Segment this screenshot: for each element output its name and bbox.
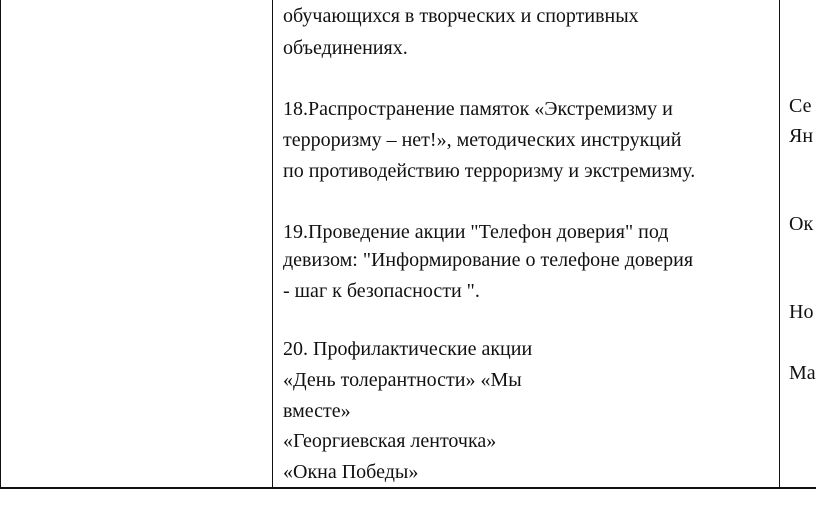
date-text: Ок [789,213,814,235]
item-20-line: «Окна Победы» [283,461,419,483]
item-20-line: 20. Профилактические акции [283,338,533,360]
item-19-line: - шаг к безопасности ". [283,280,480,302]
date-text: Но [789,301,814,323]
item-18-line: 18.Распространение памяток «Экстремизму и [283,98,673,120]
table-bottom-border [0,487,816,489]
item-20-line: «День толерантности» «Мы [283,369,522,391]
text-line: обучающихся в творческих и спортивных [283,5,639,27]
column-divider-2 [779,0,780,488]
text-line: объединениях. [283,37,408,59]
date-text: Ма [789,362,816,384]
item-18-line: терроризму – нет!», методических инструкций [283,129,682,151]
item-20-line: «Георгиевская ленточка» [283,430,497,452]
left-border [0,0,1,488]
item-20-line: вместе» [283,400,351,422]
date-text: Ян [789,125,814,147]
item-18-line: по противодействию терроризму и экстремизму. [283,160,696,182]
date-text: Се [789,95,812,117]
column-divider-1 [272,0,273,488]
item-19-line: 19.Проведение акции "Телефон доверия" под [283,221,669,243]
item-19-line: девизом: "Информирование о телефоне доверия [283,249,694,271]
